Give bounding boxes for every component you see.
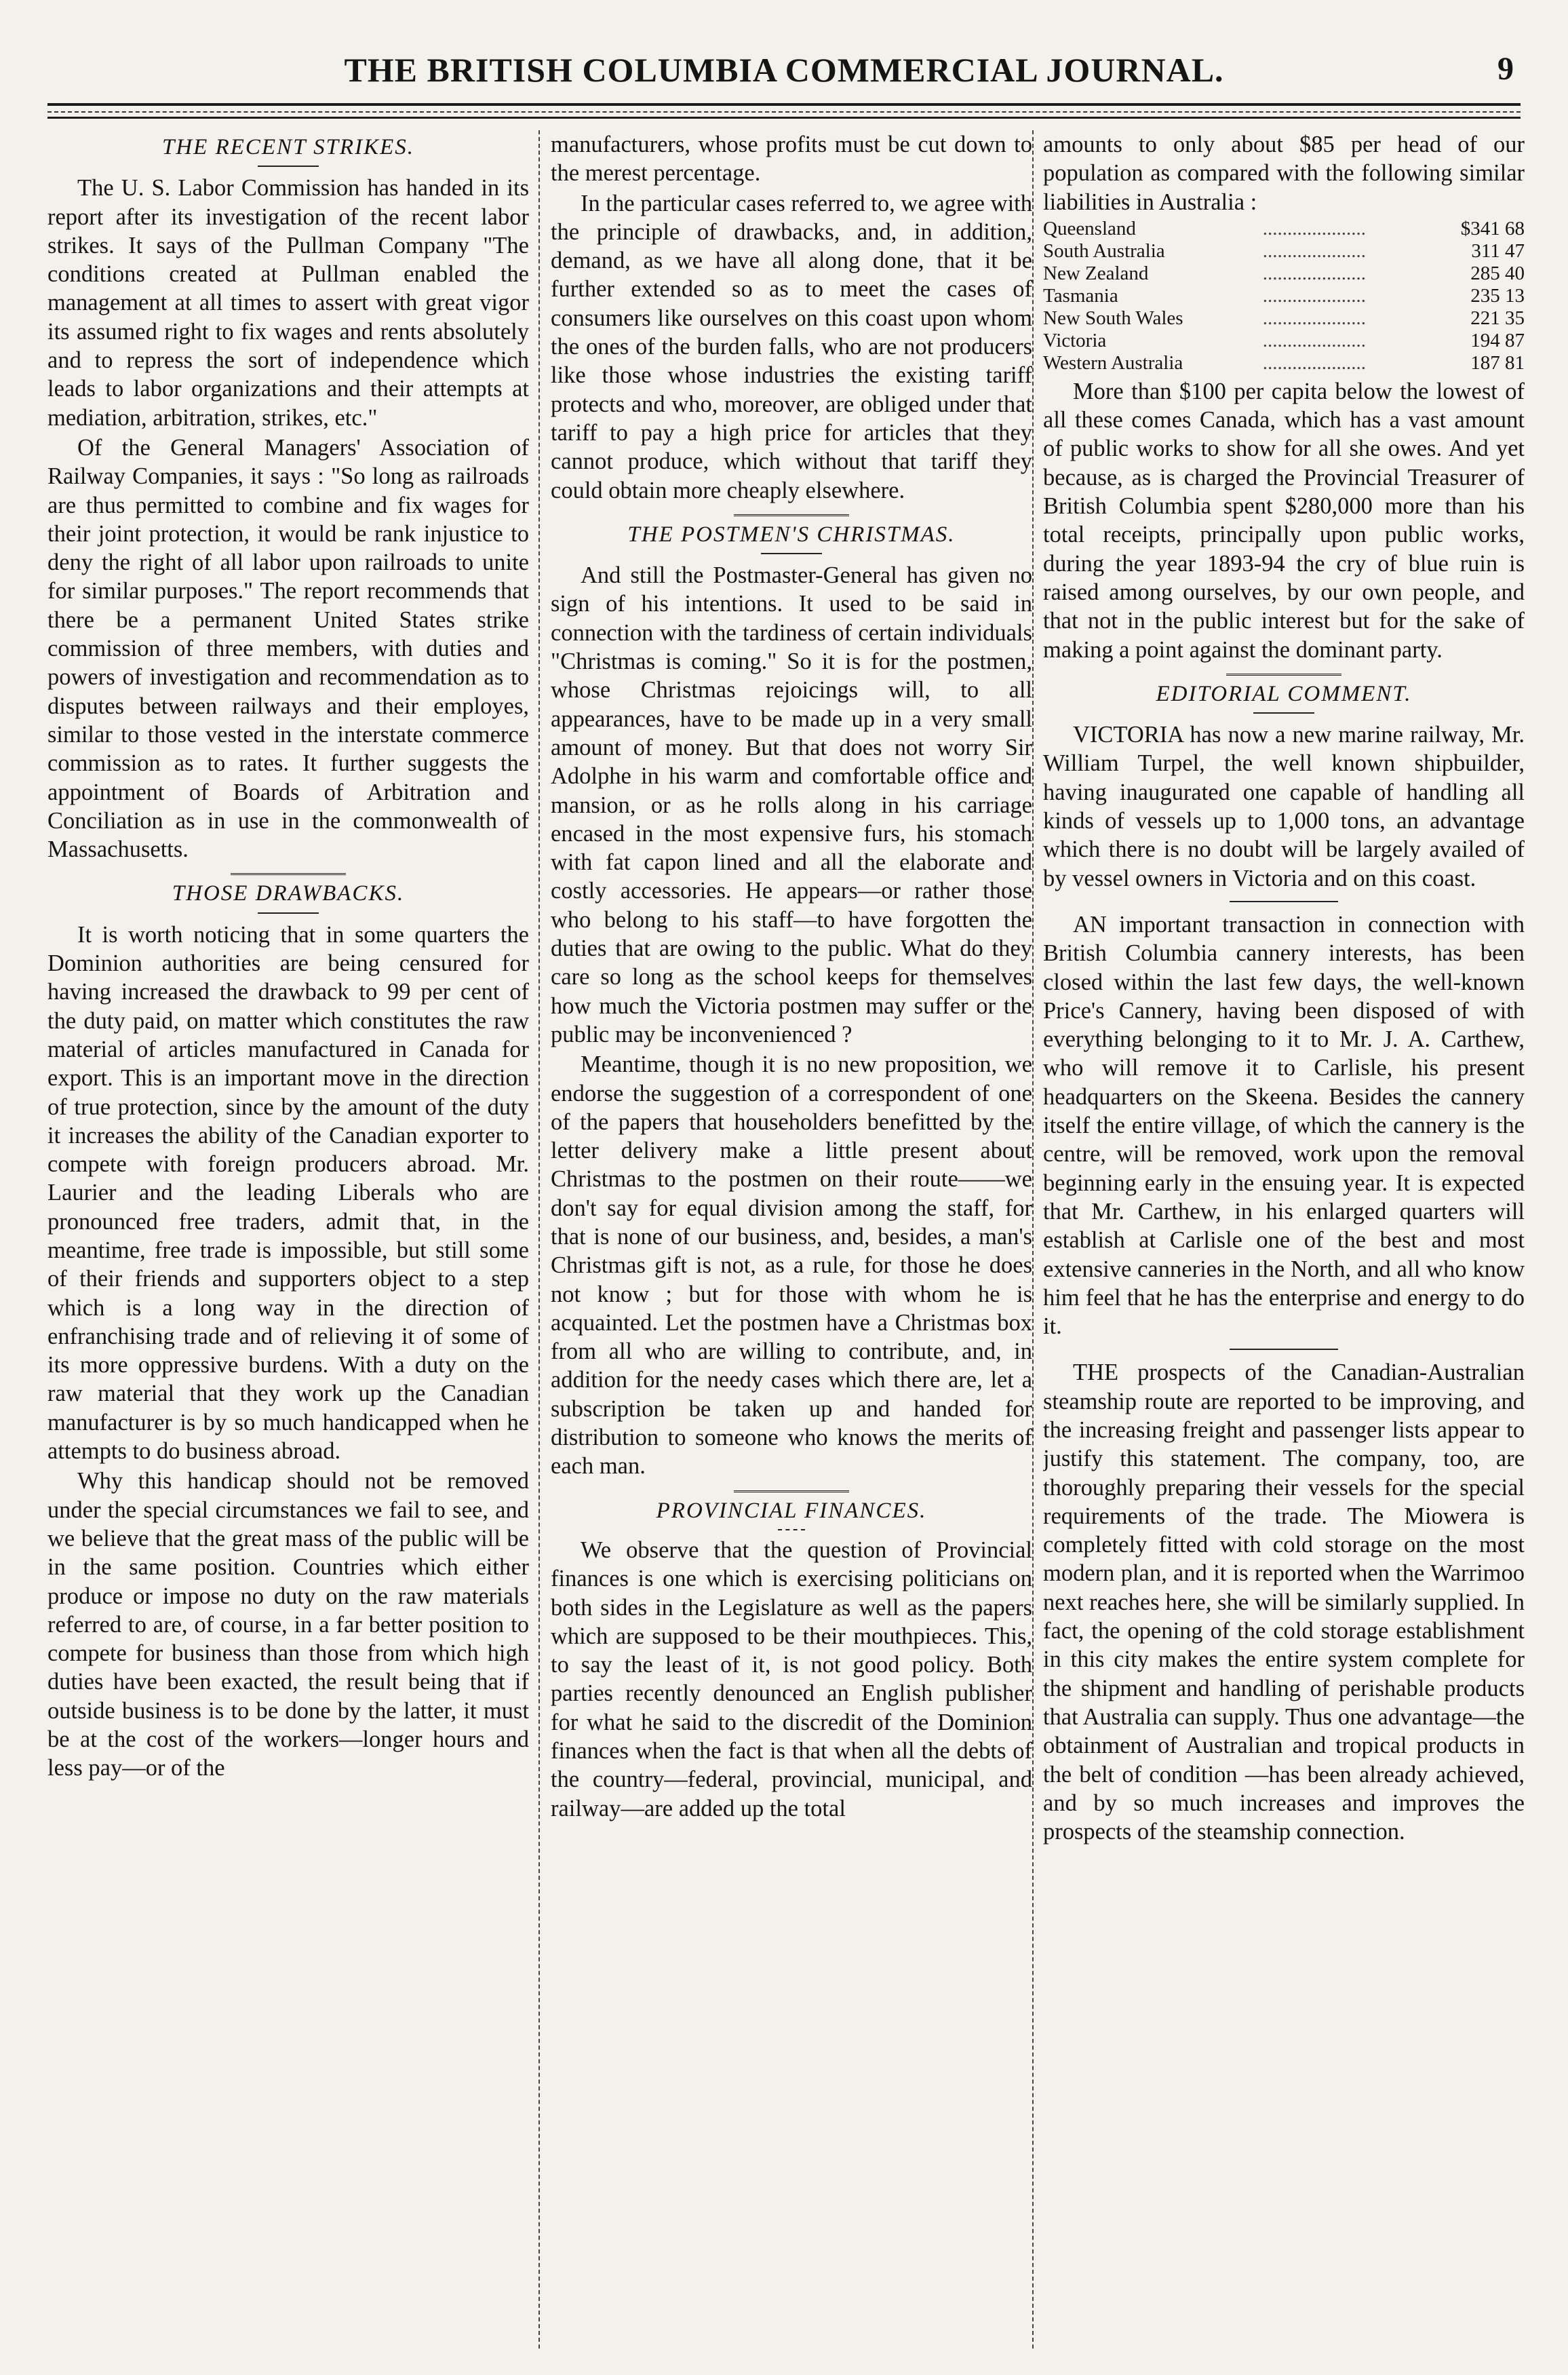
table-row [1043, 330, 1525, 352]
table-row [1043, 263, 1525, 285]
heading-underline [761, 553, 822, 554]
section-divider [734, 514, 849, 516]
leader-dots: ..................... [1262, 284, 1366, 307]
heading-those-drawbacks: THOSE DRAWBACKS. [172, 881, 405, 906]
leader-dots: ..................... [1262, 262, 1366, 284]
paragraph: More than $100 per capita below the lowest of all these comes Canada, which has a vast amount of public works to show for all she owes. And yet because, as is charged the Provincial Treasurer of British Columbia spent $280,000 more than his total receipts, principally upon public works, during the year 1893-94 the cry of blue ruin is raised among ourselves, by our own people, and that not in the public interest but for the sake of making a point against the dominant party. [1043, 378, 1525, 663]
leader-dots: ..................... [1262, 239, 1366, 262]
liability-amount: 221 35 [1470, 307, 1525, 329]
paragraph: THE prospects of the Canadian-Australian steamship route are reported to be improving, and the increasing freight and passenger lists appear to justify this statement. The company, too, are thoroughly preparing their vessels for the special requirements of the trade. The Miowera is completely fitted with cold storage on the most modern plan, and it is reported when the Warrimoo next reaches here, she will be similarly supplied. In fact, the opening of the cold storage establishment in this city makes the entire system complete for the shipment and handling of perishable products that Australia can supply. Thus one advantage—the obtainment of Australian and tropical products in the belt of condition —has been already achieved, and by so much increases and improves the prospects of the steamship connection. [1043, 1359, 1525, 1845]
paragraph: It is worth noticing that in some quarters the Dominion authorities are being censured for having increased the drawback to 99 per cent of the duty paid, on matter which constitutes the raw material of articles manufactured in Canada for export. This is an important move in the direction of true protection, since by the amount of the duty it increases the ability of the Canadian exporter to compete with foreign producers abroad. Mr. Laurier and the leading Liberals who are pronounced free traders, admit that, in the meantime, free trade is impossible, but still some of their friends and supporters object to a step which is a long way in the direction of enfranchising trade and of relieving it of some of its more oppressive burdens. With a duty on the raw material that they work up the Canadian manufacturer is by so much handicapped when he attempts to do business abroad. [47, 921, 529, 1465]
paragraph-continued: manufacturers, whose profits must be cut down to the merest percentage. [551, 132, 1032, 187]
liability-place: Western Australia [1043, 351, 1183, 374]
item-divider [1230, 1349, 1338, 1350]
heading-editorial-comment: EDITORIAL COMMENT. [1156, 681, 1412, 706]
masthead-lower-rule [47, 117, 1521, 119]
liability-place: Queensland [1043, 217, 1136, 239]
heading-underline [778, 1529, 805, 1530]
column-divider-1 [538, 130, 540, 2349]
column-divider-2 [1032, 130, 1034, 2349]
heading-underline [258, 912, 319, 914]
section-divider [231, 873, 346, 875]
leader-dots: ..................... [1262, 351, 1366, 374]
liability-amount: 194 87 [1470, 329, 1525, 351]
paragraph: Of the General Managers' Association of Railway Companies, it says : "So long as railroads are thus permitted to combine and fix wages for their joint protection, it would be rank injustice to deny the right of all labor upon railroads to unite for similar purposes." The report recommends that there be a permanent United States strike commission of three members, with duties and powers of investigation and recommendation as to disputes between railways and their employes, similar to those vested in the interstate commerce commission as to rates. It further suggests the appointment of Boards of Arbitration and Conciliation as in use in the commonwealth of Massachusetts. [47, 434, 529, 863]
leader-dots: ..................... [1262, 307, 1366, 329]
masthead [47, 46, 1521, 100]
journal-title: THE BRITISH COLUMBIA COMMERCIAL JOURNAL. [344, 51, 1224, 89]
leader-dots: ..................... [1262, 329, 1366, 351]
liability-amount: 311 47 [1471, 239, 1525, 262]
section-divider [1226, 674, 1341, 676]
table-row [1043, 218, 1525, 240]
column-2 [551, 130, 1032, 2349]
liability-amount: $341 68 [1460, 217, 1525, 239]
leader-dots: ..................... [1262, 217, 1366, 239]
liabilities-table [1043, 218, 1525, 374]
paragraph: And still the Postmaster-General has given no sign of his intentions. It used to be said in connection with the tardiness of certain individuals "Christmas is coming." So it is for the postmen, whose Christmas rejoicings will, to all appearances, have to be made up in a very small amount of money. But that does not worry Sir Adolphe in his warm and comfortable office and mansion, or as he rolls along in his carriage encased in the most expensive furs, his stomach with fat capon lined and all the elaborate and costly accessories. He appears—or rather those who belong to his staff—to have forgotten the duties that are owing to the public. What do they care so long as the school keeps for themselves how much the Victoria postmen may suffer or the public may be inconvenienced ? [551, 562, 1032, 1047]
item-divider [1230, 901, 1338, 902]
liability-amount: 187 81 [1470, 351, 1525, 374]
liability-amount: 235 13 [1470, 284, 1525, 307]
paragraph-continued: amounts to only about $85 per head of our population as compared with the following similar liabilities in Australia : [1043, 132, 1525, 215]
liability-place: New South Wales [1043, 307, 1183, 329]
table-row [1043, 285, 1525, 307]
paragraph: VICTORIA has now a new marine railway, Mr. William Turpel, the well known shipbuilder, having inaugurated one capable of handling all kinds of vessels up to 1,000 tons, an advantage which there is no doubt will be largely availed of by vessel owners in Victoria and on this coast. [1043, 722, 1525, 891]
paragraph: Why this handicap should not be removed under the special circumstances we fail to see, and we believe that the great mass of the public will be in the same position. Countries which either produce or impose no duty on the raw materials referred to are, of course, in a far better position to compete for business than those from which high duties have been exacted, the result being that if outside business is to be done by the latter, it must be at the cost of the workers—longer hours and less pay—or of the [47, 1468, 529, 1781]
table-row [1043, 240, 1525, 263]
liability-amount: 285 40 [1470, 262, 1525, 284]
paragraph: AN important transaction in connection with British Columbia cannery interests, has been closed within the last few days, the well-known Price's Cannery, having been disposed of with everything belonging to it to Mr. J. A. Carthew, who will remove it to Carlisle, his present headquarters on the Skeena. Besides the cannery itself the entire village, of which the cannery is the centre, will be removed, work upon the removal beginning early in the ensuing year. It is expected that Mr. Carthew, in his enlarged quarters will establish at Carlisle one of the best and most extensive canneries in the North, and all who know him feel that he has the enterprise and energy to do it. [1043, 911, 1525, 1340]
liability-place: Victoria [1043, 329, 1107, 351]
heading-underline [258, 166, 319, 167]
column-3 [1043, 130, 1525, 2349]
paragraph: In the particular cases referred to, we agree with the principle of drawbacks, and, in addition, demand, as we have all along done, that it be further extended so as to meet the cases of consumers like ourselves on this coast upon whom the ones of the burden falls, who are not producers like those whose industries the existing tariff protects and who, moreover, are obliged under that tariff to pay a high price for articles that they cannot produce, which without that tariff they could obtain more cheaply elsewhere. [551, 190, 1032, 503]
masthead-dashed-rule [47, 111, 1521, 113]
paragraph: The U. S. Labor Commission has handed in its report after its investigation of the recent labor strikes. It says of the Pullman Company "The conditions created at Pullman enabled the management at all times to assert with great vigor its assumed right to fix wages and rents absolutely and to repress the sort of independence which leads to labor organizations and their attempts at mediation, arbitration, strikes, etc." [47, 175, 529, 431]
heading-underline [1253, 712, 1314, 714]
table-row [1043, 352, 1525, 374]
paragraph: Meantime, though it is no new proposition, we endorse the suggestion of a correspondent of one of the papers that householders benefitted by the letter delivery make a little present about Christmas to the postmen on their route——we don't say for equal division among the staff, for that is none of our business, and, besides, a man's Christmas gift is not, as a rule, for those he does not know ; but for those with whom he is acquainted. Let the postmen have a Christmas box from all who are willing to contribute, and, in addition for the needy cases which there are, let a subscription be taken up and handed for distribution to someone who knows the merits of each man. [551, 1051, 1032, 1480]
liability-place: South Australia [1043, 239, 1165, 262]
liability-place: Tasmania [1043, 284, 1118, 307]
heading-postmens-christmas: THE POSTMEN'S CHRISTMAS. [627, 522, 956, 547]
column-1 [47, 130, 529, 2349]
section-divider [734, 1490, 849, 1492]
page-number: 9 [1497, 51, 1514, 87]
heading-provincial-finances: PROVINCIAL FINANCES. [656, 1498, 927, 1523]
table-row [1043, 307, 1525, 330]
liability-place: New Zealand [1043, 262, 1149, 284]
heading-recent-strikes: THE RECENT STRIKES. [161, 135, 414, 159]
paragraph: We observe that the question of Provincial finances is one which is exercising politicians on both sides in the Legislature as well as the papers which are supposed to be their mouthpieces. This, to say the least of it, is not good policy. Both parties recently denounced an English publisher for what he said to the discredit of the Dominion finances when the fact is that when all the debts of the country—federal, provincial, municipal, and railway—are added up the total [551, 1537, 1032, 1821]
masthead-rule [47, 103, 1521, 106]
